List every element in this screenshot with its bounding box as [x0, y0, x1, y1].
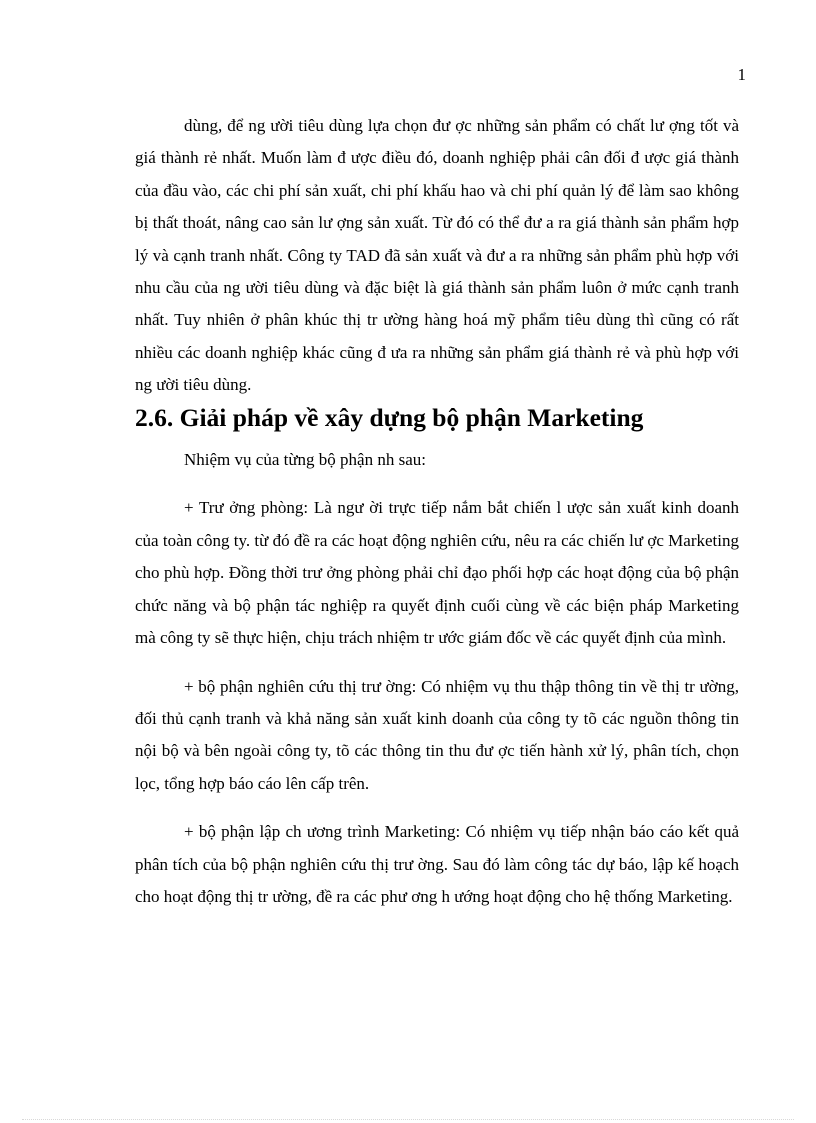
page-bottom-divider	[22, 1119, 794, 1120]
paragraph-duties-intro: Nhiệm vụ của từng bộ phận nh sau:	[184, 450, 426, 470]
paragraph-market-research: + bộ phận nghiên cứu thị trư ờng: Có nhiệm vụ thu thập thông tin về thị tr ường, đối thủ cạnh tranh và khả năng sản xuất kinh doanh của công ty tõ các nguồn thông tin nội bộ và bên ngoài công ty, tõ các thông tin thu đư ợc tiến hành xử lý, phân tích, chọn lọc, tổng hợp báo cáo lên cấp trên.	[135, 676, 739, 793]
paragraph-pricing: dùng, để ng ười tiêu dùng lựa chọn đư ợc những sản phẩm có chất lư ợng tốt và giá thành rẻ nhất. Muốn làm đ ược điều đó, doanh nghiệp phải cân đối đ ược giá thành của đầu vào, các chi phí sản xuất, chi phí khấu hao và chi phí quản lý để làm sao không bị thất thoát, nâng cao sản lư ợng sản xuất. Từ đó có thể đư a ra giá thành sản phẩm hợp lý và cạnh tranh nhất. Công ty TAD đã sản xuất và đư a ra những sản phẩm phù hợp với nhu cầu của ng ười tiêu dùng và đặc biệt là giá thành sản phẩm luôn ở mức cạnh tranh nhất. Tuy nhiên ở phân khúc thị tr ường hàng hoá mỹ phẩm tiêu dùng thì cũng có rất nhiều các doanh nghiệp khác cũng đ ưa ra những sản phẩm giá thành rẻ và phù hợp với ng ười tiêu dùng.	[135, 116, 739, 395]
document-body	[135, 110, 739, 913]
paragraph-marketing-program: + bộ phận lập ch ương trình Marketing: Có nhiệm vụ tiếp nhận báo cáo kết quả phân tích của bộ phận nghiên cứu thị trư ờng. Sau đó làm công tác dự báo, lập kế hoạch cho hoạt động thị tr ường, đề ra các phư ơng h ướng hoạt động cho hệ thống Marketing.	[135, 822, 739, 906]
page-number: 1	[737, 65, 746, 84]
paragraph-head-of-department: + Trư ởng phòng: Là ngư ời trực tiếp nắm bắt chiến l ược sản xuất kinh doanh của toàn công ty. từ đó đề ra các hoạt động nghiên cứu, nêu ra các chiến lư ợc Marketing cho phù hợp. Đồng thời trư ởng phòng phải chỉ đạo phối hợp các hoạt động của bộ phận chức năng và bộ phận tác nghiệp ra quyết định cuối cùng về các biện pháp Marketing mà công ty sẽ thực hiện, chịu trách nhiệm tr ước giám đốc về các quyết định của mình.	[135, 498, 739, 648]
section-heading: 2.6. Giải pháp về xây dựng bộ phận Marketing	[135, 402, 644, 432]
